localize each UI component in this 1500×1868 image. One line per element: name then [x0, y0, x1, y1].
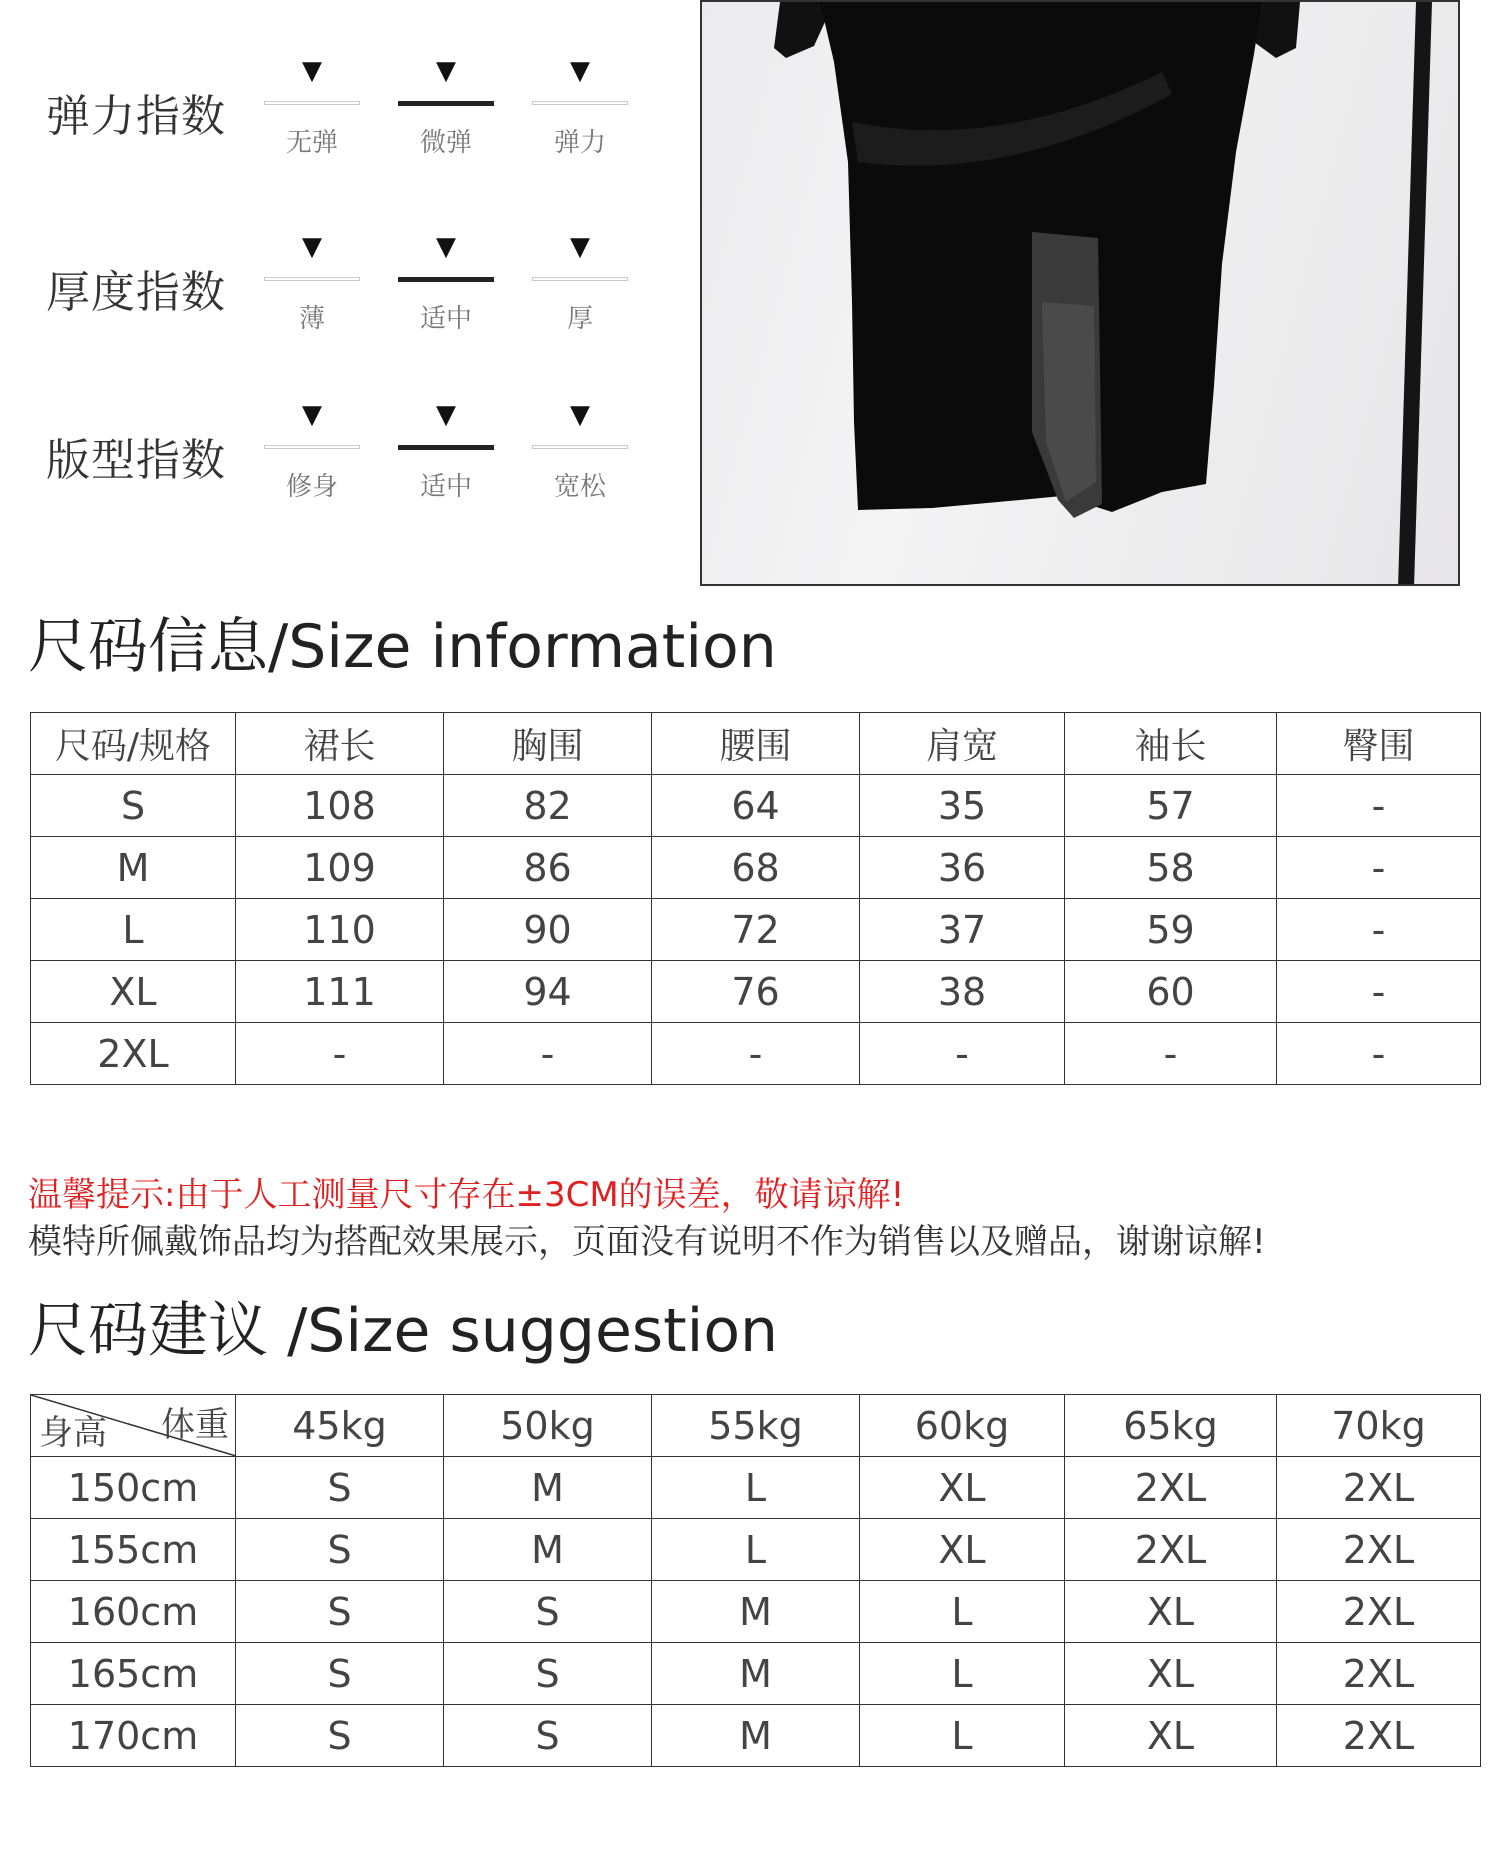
- measurement-cell: -: [1277, 775, 1481, 837]
- index-option-label: 无弹: [285, 128, 338, 158]
- measurement-cell: 109: [236, 837, 444, 899]
- measurement-cell: 57: [1065, 775, 1277, 837]
- table-row: [31, 1023, 1481, 1085]
- size-info-heading: 尺码信息/Size information: [28, 612, 777, 682]
- scale-line-selected: [398, 277, 494, 282]
- measurement-cell: 38: [860, 961, 1065, 1023]
- suggested-size-cell: 2XL: [1277, 1705, 1481, 1767]
- measurement-cell: 60: [1065, 961, 1277, 1023]
- suggested-size-cell: 2XL: [1065, 1457, 1277, 1519]
- index-option-label: 厚: [566, 304, 593, 334]
- suggested-size-cell: L: [652, 1457, 860, 1519]
- index-option-label: 薄: [298, 304, 325, 334]
- suggested-size-cell: XL: [1065, 1643, 1277, 1705]
- scale-line: [532, 277, 628, 281]
- measurement-cell: -: [444, 1023, 652, 1085]
- accessory-note: 模特所佩戴饰品均为搭配效果展示，页面没有说明不作为销售以及赠品，谢谢谅解!: [28, 1222, 1266, 1262]
- height-cell: 165cm: [31, 1643, 236, 1705]
- column-header: 胸围: [444, 713, 652, 775]
- measurement-cell: 108: [236, 775, 444, 837]
- size-label-cell: M: [31, 837, 236, 899]
- triangle-marker-icon: ▼: [436, 232, 456, 262]
- measurement-cell: -: [1277, 837, 1481, 899]
- column-header: 裙长: [236, 713, 444, 775]
- weight-header: 45kg: [236, 1395, 444, 1457]
- column-header: 臀围: [1277, 713, 1481, 775]
- weight-header: 50kg: [444, 1395, 652, 1457]
- scale-line: [532, 101, 628, 105]
- measurement-cell: 86: [444, 837, 652, 899]
- measurement-cell: -: [1065, 1023, 1277, 1085]
- measurement-cell: 36: [860, 837, 1065, 899]
- scale-line: [264, 445, 360, 449]
- table-row: [31, 1457, 1481, 1519]
- column-header: 袖长: [1065, 713, 1277, 775]
- height-cell: 155cm: [31, 1519, 236, 1581]
- index-title: 版型指数: [46, 435, 226, 486]
- suggested-size-cell: S: [236, 1457, 444, 1519]
- triangle-marker-icon: ▼: [302, 56, 322, 86]
- suggested-size-cell: S: [444, 1705, 652, 1767]
- table-row: [31, 961, 1481, 1023]
- suggestion-header-row: [31, 1395, 1481, 1457]
- index-option-label: 适中: [419, 304, 472, 334]
- index-title: 弹力指数: [46, 91, 226, 142]
- weight-header: 55kg: [652, 1395, 860, 1457]
- index-title: 厚度指数: [46, 267, 226, 318]
- measurement-cell: 35: [860, 775, 1065, 837]
- triangle-marker-icon: ▼: [302, 400, 322, 430]
- measurement-cell: -: [652, 1023, 860, 1085]
- suggested-size-cell: S: [236, 1705, 444, 1767]
- measurement-cell: 110: [236, 899, 444, 961]
- column-header: 腰围: [652, 713, 860, 775]
- suggested-size-cell: M: [444, 1457, 652, 1519]
- scale-line: [532, 445, 628, 449]
- suggested-size-cell: XL: [860, 1519, 1065, 1581]
- height-cell: 160cm: [31, 1581, 236, 1643]
- height-cell: 170cm: [31, 1705, 236, 1767]
- suggested-size-cell: XL: [1065, 1581, 1277, 1643]
- triangle-marker-icon: ▼: [436, 400, 456, 430]
- measurement-warning: 温馨提示:由于人工测量尺寸存在±3CM的误差，敬请谅解!: [28, 1175, 905, 1215]
- triangle-marker-icon: ▼: [570, 56, 590, 86]
- suggested-size-cell: 2XL: [1065, 1519, 1277, 1581]
- table-row: [31, 899, 1481, 961]
- scale-line-selected: [398, 445, 494, 450]
- weight-header: 65kg: [1065, 1395, 1277, 1457]
- suggested-size-cell: XL: [1065, 1705, 1277, 1767]
- measurement-cell: -: [860, 1023, 1065, 1085]
- size-label-cell: S: [31, 775, 236, 837]
- suggested-size-cell: S: [236, 1581, 444, 1643]
- table-row: [31, 1643, 1481, 1705]
- weight-header: 60kg: [860, 1395, 1065, 1457]
- triangle-marker-icon: ▼: [570, 400, 590, 430]
- product-photo: [700, 0, 1460, 586]
- index-option-label: 修身: [285, 472, 338, 502]
- index-option-label: 微弹: [419, 128, 472, 158]
- size-label-cell: XL: [31, 961, 236, 1023]
- triangle-marker-icon: ▼: [570, 232, 590, 262]
- suggested-size-cell: XL: [860, 1457, 1065, 1519]
- measurement-cell: 111: [236, 961, 444, 1023]
- index-row: [0, 352, 660, 502]
- scale-line-selected: [398, 101, 494, 106]
- size-label-cell: L: [31, 899, 236, 961]
- suggested-size-cell: M: [652, 1643, 860, 1705]
- suggested-size-cell: S: [444, 1581, 652, 1643]
- measurement-cell: 58: [1065, 837, 1277, 899]
- suggested-size-cell: 2XL: [1277, 1519, 1481, 1581]
- measurement-cell: 82: [444, 775, 652, 837]
- measurement-cell: 64: [652, 775, 860, 837]
- suggested-size-cell: 2XL: [1277, 1643, 1481, 1705]
- triangle-marker-icon: ▼: [436, 56, 456, 86]
- measurement-cell: -: [1277, 899, 1481, 961]
- table-row: [31, 1519, 1481, 1581]
- measurement-cell: 76: [652, 961, 860, 1023]
- table-row: [31, 837, 1481, 899]
- measurement-cell: -: [236, 1023, 444, 1085]
- measurement-cell: -: [1277, 961, 1481, 1023]
- size-info-table: [30, 712, 1481, 1085]
- suggested-size-cell: S: [236, 1519, 444, 1581]
- dress-illustration: [702, 2, 1460, 586]
- weight-header: 70kg: [1277, 1395, 1481, 1457]
- suggested-size-cell: S: [236, 1643, 444, 1705]
- measurement-cell: -: [1277, 1023, 1481, 1085]
- height-cell: 150cm: [31, 1457, 236, 1519]
- index-row: [0, 8, 660, 158]
- dress-sleeve-right: [1254, 2, 1300, 58]
- suggested-size-cell: M: [652, 1705, 860, 1767]
- size-label-cell: 2XL: [31, 1023, 236, 1085]
- index-option-label: 弹力: [553, 128, 606, 158]
- suggested-size-cell: L: [652, 1519, 860, 1581]
- index-option-label: 宽松: [553, 472, 606, 502]
- column-header: 尺码/规格: [31, 713, 236, 775]
- suggested-size-cell: L: [860, 1581, 1065, 1643]
- dress-strap: [1398, 2, 1432, 586]
- column-header: 肩宽: [860, 713, 1065, 775]
- size-suggestion-heading: 尺码建议 /Size suggestion: [28, 1296, 779, 1366]
- index-option-label: 适中: [419, 472, 472, 502]
- size-suggestion-table: [30, 1394, 1481, 1767]
- height-axis-label: 身高: [39, 1413, 107, 1453]
- measurement-cell: 68: [652, 837, 860, 899]
- table-row: [31, 775, 1481, 837]
- weight-axis-label: 体重: [161, 1405, 229, 1445]
- table-row: [31, 1581, 1481, 1643]
- measurement-cell: 94: [444, 961, 652, 1023]
- measurement-cell: 59: [1065, 899, 1277, 961]
- suggested-size-cell: 2XL: [1277, 1581, 1481, 1643]
- measurement-cell: 90: [444, 899, 652, 961]
- measurement-cell: 37: [860, 899, 1065, 961]
- suggested-size-cell: L: [860, 1643, 1065, 1705]
- suggested-size-cell: M: [652, 1581, 860, 1643]
- index-row: [0, 184, 660, 334]
- scale-line: [264, 101, 360, 105]
- size-info-header-row: [31, 713, 1481, 775]
- suggested-size-cell: 2XL: [1277, 1457, 1481, 1519]
- suggested-size-cell: L: [860, 1705, 1065, 1767]
- suggested-size-cell: M: [444, 1519, 652, 1581]
- table-row: [31, 1705, 1481, 1767]
- height-weight-corner-cell: [31, 1395, 236, 1457]
- scale-line: [264, 277, 360, 281]
- triangle-marker-icon: ▼: [302, 232, 322, 262]
- suggested-size-cell: S: [444, 1643, 652, 1705]
- measurement-cell: 72: [652, 899, 860, 961]
